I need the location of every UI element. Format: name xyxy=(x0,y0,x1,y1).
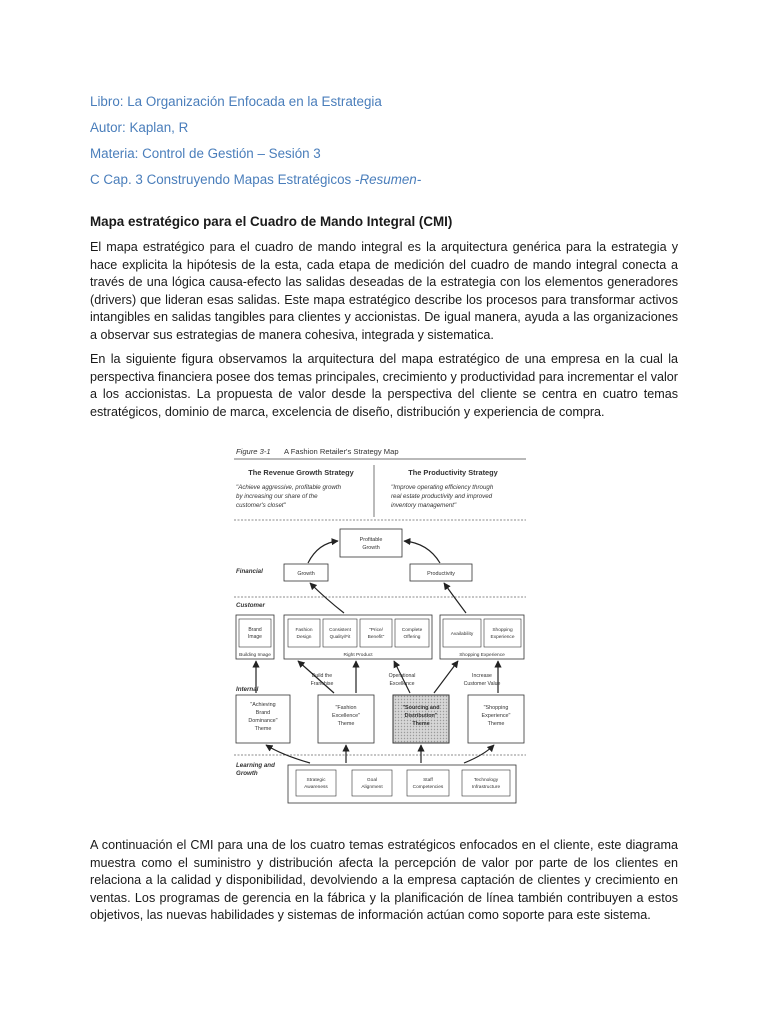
fashion-excellence-line-3: Theme xyxy=(337,721,355,727)
productivity-header: The Productivity Strategy xyxy=(408,468,498,477)
section-heading: Mapa estratégico para el Cuadro de Mando Integral (CMI) xyxy=(90,214,453,229)
technology-infrastructure-line-1: Technology xyxy=(473,778,499,783)
arrow-productivity-to-profit xyxy=(404,541,440,563)
document-metadata xyxy=(90,92,690,196)
profitable-growth-line-1: Profitable xyxy=(359,537,383,543)
build-franchise-line-1: Build the xyxy=(311,673,333,679)
financial-perspective-label: Financial xyxy=(236,568,263,575)
subject-line xyxy=(90,144,690,170)
brand-image-line-1: Brand xyxy=(248,627,262,633)
sourcing-distribution-line-2: Distribution" xyxy=(404,713,438,719)
sourcing-distribution-theme-box xyxy=(393,695,449,743)
productivity-quote-line-2: real estate productivity and improved xyxy=(391,493,493,500)
learning-growth-label-line-1: Learning and xyxy=(236,762,275,769)
shopping-experience-group-label: Shopping Experience xyxy=(459,653,505,658)
goal-alignment-box xyxy=(352,770,392,796)
strategic-awareness-line-1: Strategic xyxy=(306,778,326,783)
arrow-customer-to-productivity xyxy=(444,583,466,613)
technology-infrastructure-line-2: Infrastructure xyxy=(471,785,501,790)
brand-dominance-line-3: Dominance" xyxy=(248,718,278,724)
sourcing-distribution-line-3: Theme xyxy=(412,721,430,727)
shopping-experience-line-1: Shopping xyxy=(492,628,513,633)
consistent-quality-line-1: Consistent xyxy=(329,627,351,632)
sourcing-distribution-line-1: "Sourcing and xyxy=(402,705,440,711)
staff-competencies-box xyxy=(407,770,449,796)
shopping-experience-theme-line-3: Theme xyxy=(487,721,505,727)
staff-competencies-line-1: Staff xyxy=(423,778,433,783)
consistent-quality-line-2: Quality/Fit xyxy=(329,634,351,639)
shopping-experience-theme-line-2: Experience" xyxy=(481,713,511,719)
revenue-quote-line-2: by increasing our share of the xyxy=(236,493,318,500)
learning-growth-label-line-2: Growth xyxy=(236,770,258,777)
build-franchise-line-2: Franchise xyxy=(310,681,334,687)
customer-value-line-1: Increase xyxy=(472,673,492,679)
complete-offering-line-1: Complete xyxy=(401,628,423,633)
paragraph-cmi-description: A continuación el CMI para una de los cuatro temas estratégicos enfocados en el cliente, este diagrama muestra como el suministro y distribución afecta la percepción de valor por parte de los clientes en relaciona a la calidad y disponibilidad, devolviendo a la empresa captación de clientes y crecimiento en ventas. Los programas de gerencia en la fábrica y la planificación de línea también contribuyen a estos objetivos, las nuevas habilidades y sistemas de información actúan como soporte para este sistema. xyxy=(90,838,678,923)
productivity-quote-line-1: "Improve operating efficiency through xyxy=(391,484,494,491)
shopping-experience-line-2: Experience xyxy=(490,635,515,640)
figure-caption-title: A Fashion Retailer's Strategy Map xyxy=(284,447,399,456)
complete-offering-box xyxy=(395,619,429,647)
paragraph-intro: El mapa estratégico para el cuadro de mando integral es la arquitectura genérica para la estrategia y hace explicita la hipótesis de la esta, cada etapa de medición del cuadro de mando integral conecta a través de una lógica causa-efecto las salidas deseadas de la estrategia con los elementos generadores (drivers) que lideran esas salidas. Este mapa estratégico describe los procesos para transformar activos intangibles en salidas tangibles para clientes y accionistas. De igual manera, ayuda a las organizaciones a observar sus estrategias de manera cohesiva, integrada y sistematica. xyxy=(90,240,678,342)
complete-offering-line-2: Offering xyxy=(403,635,421,640)
shopping-experience-theme-box xyxy=(468,695,524,743)
goal-alignment-line-2: Alignment xyxy=(361,785,383,790)
productivity-quote-line-3: inventory management" xyxy=(391,502,457,509)
building-image-label: Building Image xyxy=(239,653,271,658)
profitable-growth-box xyxy=(340,529,402,557)
price-benefit-line-2: Benefit" xyxy=(367,635,385,640)
brand-dominance-line-4: Theme xyxy=(254,726,272,732)
fashion-design-box xyxy=(288,619,320,647)
shopping-experience-theme-line-1: "Shopping xyxy=(483,705,509,711)
brand-dominance-line-2: Brand xyxy=(255,710,271,716)
consistent-quality-box xyxy=(323,619,357,647)
arrow-growth-to-profit xyxy=(308,541,338,563)
fashion-excellence-line-2: Excellence" xyxy=(332,713,360,719)
book-line xyxy=(90,92,690,118)
author-value: Kaplan, R xyxy=(129,120,189,135)
fashion-design-line-2: Design xyxy=(296,635,312,640)
goal-alignment-line-1: Goal xyxy=(366,778,378,783)
fashion-design-line-1: Fashion xyxy=(295,628,313,633)
book-label: Libro: xyxy=(90,94,124,109)
arrow-learning-to-shopping xyxy=(464,745,494,763)
strategy-map-figure xyxy=(226,437,534,823)
author-label: Autor: xyxy=(90,120,126,135)
chapter-emphasis: Resumen- xyxy=(359,172,422,187)
fashion-excellence-line-1: "Fashion xyxy=(335,705,357,711)
book-value: La Organización Enfocada en la Estrategia xyxy=(127,94,382,109)
revenue-growth-header: The Revenue Growth Strategy xyxy=(248,468,354,477)
arrow-sourcing-to-availability xyxy=(434,661,458,693)
subject-value: Control de Gestión – Sesión 3 xyxy=(142,146,321,161)
profitable-growth-line-2: Growth xyxy=(362,545,380,551)
staff-competencies-line-2: Competencies xyxy=(412,785,444,790)
revenue-quote-line-1: "Achieve aggressive, profitable growth xyxy=(236,484,342,491)
availability-label: Availability xyxy=(450,632,474,637)
brand-image-line-2: Image xyxy=(248,634,262,640)
brand-image-box xyxy=(239,619,271,647)
arrow-learning-to-brand xyxy=(266,745,310,763)
productivity-label: Productivity xyxy=(427,571,455,577)
growth-label: Growth xyxy=(297,571,315,577)
brand-dominance-line-1: "Achieving xyxy=(250,702,276,708)
customer-value-line-2: Customer Value xyxy=(463,681,501,687)
strategy-map-diagram xyxy=(226,437,534,823)
strategic-awareness-line-2: Awareness xyxy=(304,785,328,790)
chapter-line xyxy=(90,170,690,196)
fashion-excellence-theme-box xyxy=(318,695,374,743)
paragraph-figure-intro: En la siguiente figura observamos la arquitectura del mapa estratégico de una empresa en la cual la perspectiva financiera posee dos temas principales, crecimiento y productividad para incrementar el valor a los accionistas. La propuesta de valor desde la perspectiva del cliente se centra en cuatro temas estratégicos, dominio de marca, excelencia de diseño, distribución y experiencia de compra. xyxy=(90,352,679,419)
customer-perspective-label: Customer xyxy=(236,602,265,609)
shopping-experience-box xyxy=(484,619,521,647)
arrow-customer-to-growth xyxy=(310,583,344,613)
chapter-value: C Cap. 3 Construyendo Mapas Estratégicos - xyxy=(90,172,360,187)
figure-caption-number: Figure 3-1 xyxy=(236,447,271,456)
subject-label: Materia: xyxy=(90,146,139,161)
revenue-quote-line-3: customer's closet" xyxy=(236,502,286,509)
technology-infrastructure-box xyxy=(462,770,510,796)
author-line xyxy=(90,118,690,144)
price-benefit-box xyxy=(360,619,392,647)
internal-perspective-label: Internal xyxy=(236,686,259,693)
strategic-awareness-box xyxy=(296,770,336,796)
price-benefit-line-1: "Price/ xyxy=(369,628,383,633)
operational-excellence-line-2: Excellence xyxy=(389,681,415,687)
right-product-label: Right Product xyxy=(343,653,373,658)
operational-excellence-line-1: Operational xyxy=(388,673,416,679)
